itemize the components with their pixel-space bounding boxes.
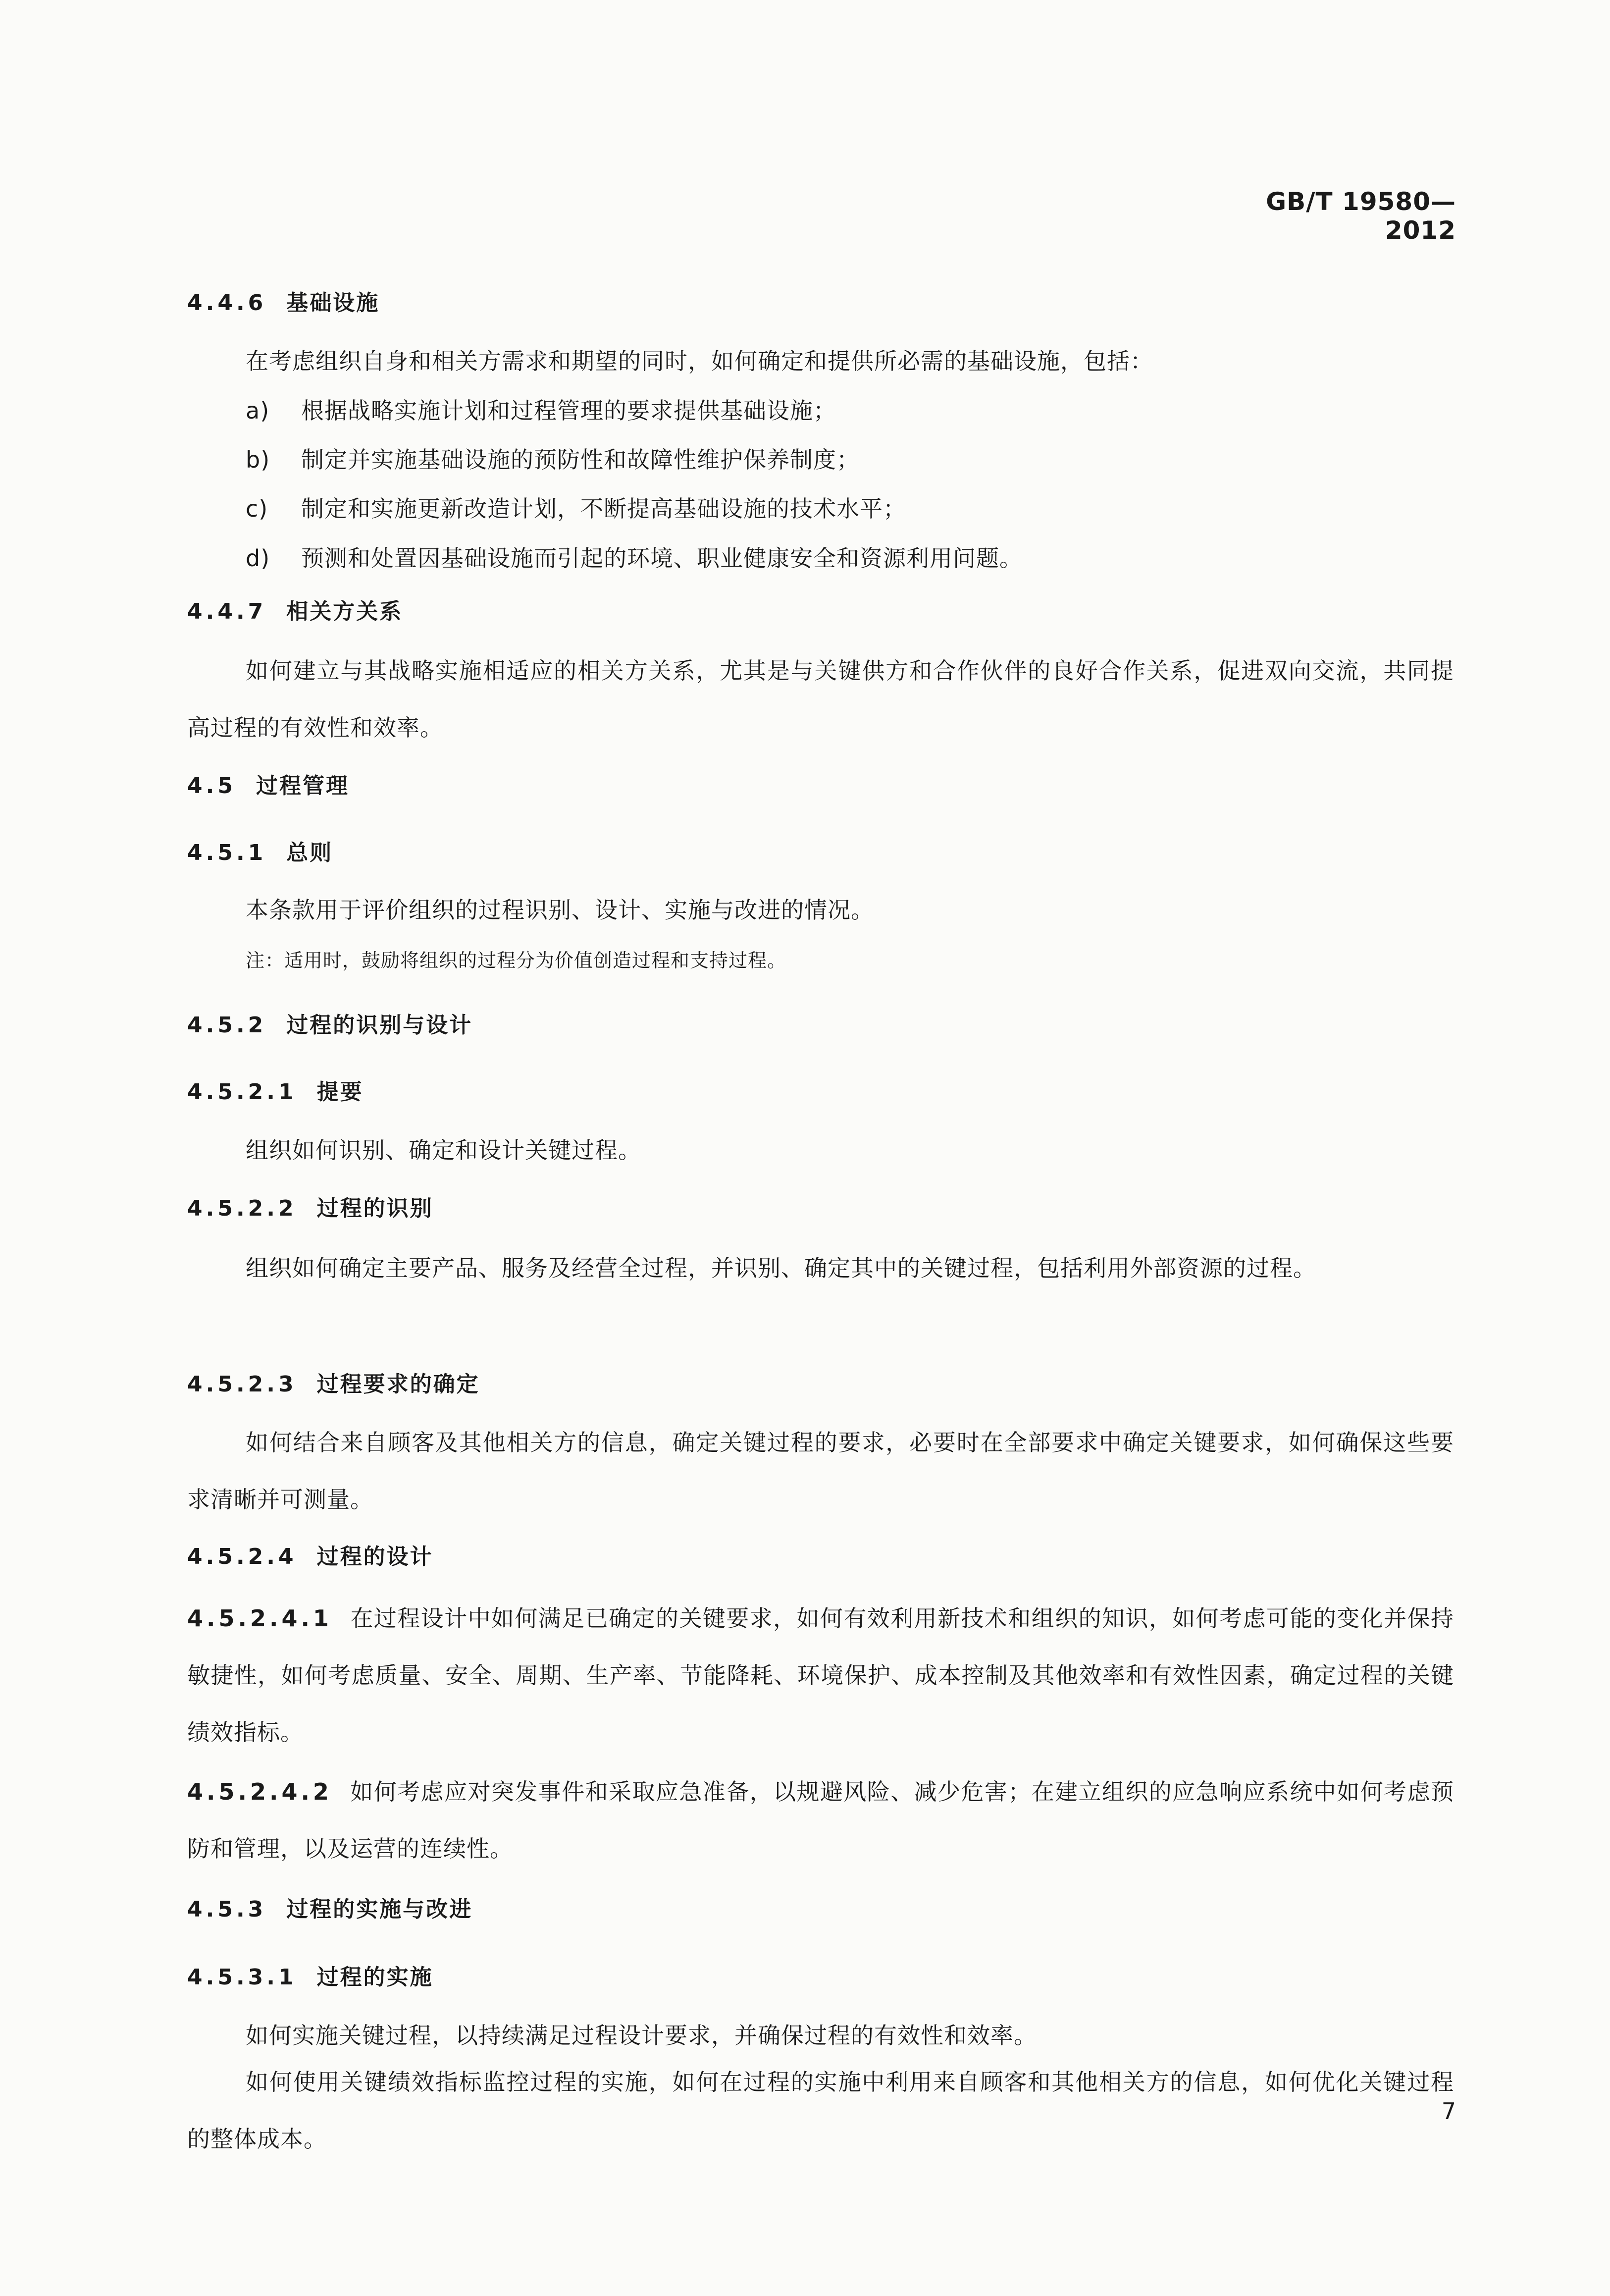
heading-title: 总则 [286, 840, 333, 865]
list-text: 预测和处置因基础设施而引起的环境、职业健康安全和资源利用问题。 [301, 545, 1023, 572]
paragraph-4-4-7: 如何建立与其战略实施相适应的相关方关系，尤其是与关键供方和合作伙伴的良好合作关系，促进双向交流，共同提高过程的有效性和效率。 [187, 657, 1454, 741]
heading-4-5-3-1 [187, 1959, 433, 1991]
heading-number: 4.5.2.4 [187, 1544, 297, 1569]
list-text: 根据战略实施计划和过程管理的要求提供基础设施； [301, 397, 836, 424]
paragraph-4-5-2-1: 组织如何识别、确定和设计关键过程。 [246, 1137, 641, 1164]
heading-number: 4.5.3.1 [187, 1965, 297, 1990]
heading-title: 相关方关系 [286, 599, 403, 624]
heading-4-5-2-1 [187, 1074, 364, 1106]
heading-4-4-7 [187, 593, 403, 625]
clause-text: 在过程设计中如何满足已确定的关键要求，如何有效利用新技术和组织的知识，如何考虑可能的变化并保持敏捷性，如何考虑质量、安全、周期、生产率、节能降耗、环境保护、成本控制及其他效率和有效性因素，确定过程的关键绩效指标。 [187, 1605, 1454, 1746]
heading-number: 4.5 [187, 773, 236, 799]
paragraph-4-4-6-intro: 在考虑组织自身和相关方需求和期望的同时，如何确定和提供所必需的基础设施，包括： [246, 348, 1153, 374]
heading-title: 过程要求的确定 [316, 1372, 480, 1397]
paragraph-4-5-2-2: 组织如何确定主要产品、服务及经营全过程，并识别、确定其中的关键过程，包括利用外部资源的过程。 [246, 1255, 1316, 1281]
list-item-d [246, 530, 1454, 587]
heading-number: 4.5.3 [187, 1897, 267, 1922]
paragraph-4-5-2-4-2 [187, 1763, 1454, 1877]
list-marker: b) [246, 446, 270, 473]
heading-number: 4.4.6 [187, 290, 267, 316]
heading-4-4-6 [187, 285, 379, 317]
heading-4-5-2-2 [187, 1190, 433, 1222]
heading-number: 4.5.2.2 [187, 1196, 297, 1221]
heading-4-5-2 [187, 1007, 472, 1039]
heading-title: 过程的设计 [316, 1544, 433, 1569]
clause-text: 如何考虑应对突发事件和采取应急准备，以规避风险、减少危害；在建立组织的应急响应系统中如何考虑预防和管理，以及运营的连续性。 [187, 1778, 1454, 1862]
paragraph-4-5-1: 本条款用于评价组织的过程识别、设计、实施与改进的情况。 [246, 897, 874, 923]
heading-title: 过程管理 [256, 773, 349, 799]
page-number: 7 [1441, 2098, 1456, 2125]
standard-code-header: GB/T 19580—2012 [1266, 187, 1456, 245]
paragraph-4-5-3-1-b: 如何使用关键绩效指标监控过程的实施，如何在过程的实施中利用来自顾客和其他相关方的信息，如何优化关键过程的整体成本。 [187, 2069, 1454, 2152]
paragraph-4-5-2-4-1 [187, 1590, 1454, 1761]
heading-number: 4.5.2 [187, 1013, 267, 1038]
list-marker: d) [246, 545, 270, 572]
list-item-c [246, 481, 1454, 537]
clause-number: 4.5.2.4.1 [187, 1605, 332, 1632]
heading-title: 过程的实施与改进 [286, 1897, 473, 1922]
note-4-5-1: 注：适用时，鼓励将组织的过程分为价值创造过程和支持过程。 [246, 950, 787, 971]
heading-4-5 [187, 768, 349, 800]
heading-title: 过程的识别与设计 [286, 1013, 473, 1038]
list-marker: a) [246, 397, 270, 424]
heading-title: 过程的识别 [316, 1196, 433, 1221]
list-marker: c) [246, 495, 268, 522]
heading-number: 4.4.7 [187, 599, 267, 624]
heading-number: 4.5.2.1 [187, 1079, 297, 1105]
heading-title: 提要 [316, 1079, 364, 1105]
clause-number: 4.5.2.4.2 [187, 1778, 332, 1805]
list-text: 制定并实施基础设施的预防性和故障性维护保养制度； [301, 446, 860, 473]
heading-4-5-3 [187, 1891, 472, 1923]
heading-number: 4.5.1 [187, 840, 267, 865]
heading-4-5-1 [187, 835, 333, 866]
paragraph-4-5-2-3: 如何结合来自顾客及其他相关方的信息，确定关键过程的要求，必要时在全部要求中确定关键要求，如何确保这些要求清晰并可测量。 [187, 1429, 1454, 1513]
heading-title: 过程的实施 [316, 1965, 433, 1990]
list-text: 制定和实施更新改造计划，不断提高基础设施的技术水平； [301, 495, 906, 522]
heading-4-5-2-3 [187, 1366, 480, 1398]
heading-title: 基础设施 [286, 290, 380, 316]
list-item-a [246, 382, 1454, 439]
paragraph-4-5-3-1-a: 如何实施关键过程，以持续满足过程设计要求，并确保过程的有效性和效率。 [246, 2022, 1037, 2049]
heading-number: 4.5.2.3 [187, 1372, 297, 1397]
heading-4-5-2-4 [187, 1539, 433, 1570]
list-item-b [246, 431, 1454, 488]
